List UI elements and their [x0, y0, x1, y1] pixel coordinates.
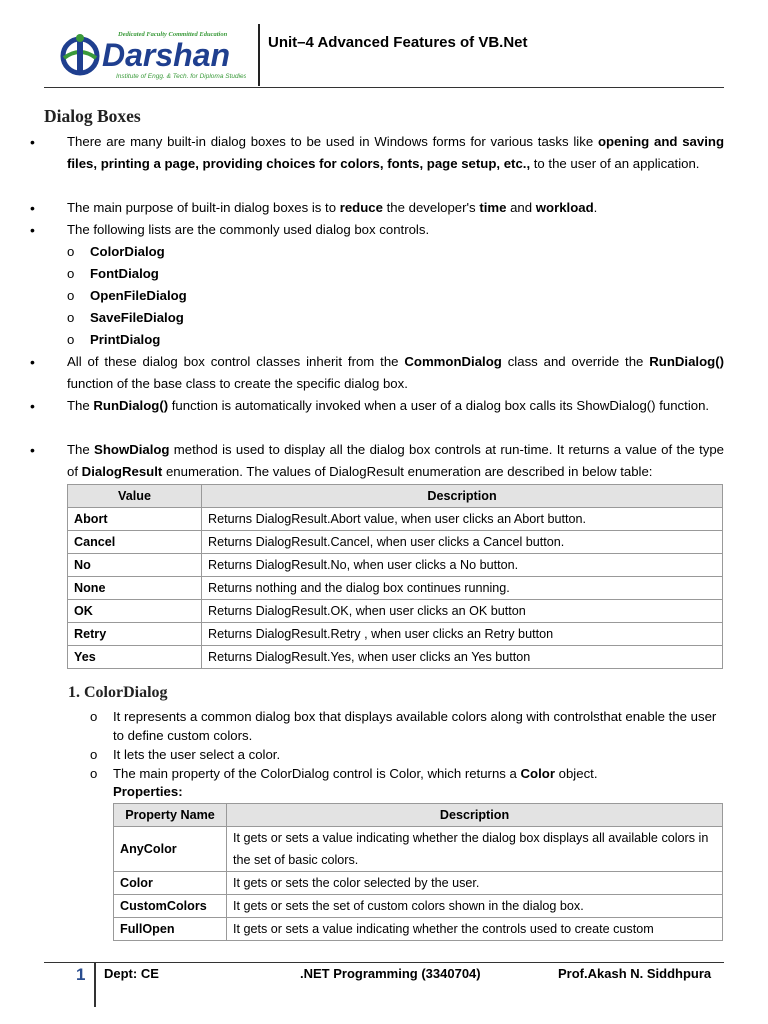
- table-row: OK Returns DialogResult.OK, when user clicks an OK button: [68, 600, 723, 623]
- list-item: o PrintDialog: [67, 332, 161, 347]
- list-item: o It represents a common dialog box that displays available colors along with controlsthat enable the user to define custom colors.: [90, 709, 717, 743]
- table-header-row: [114, 804, 723, 827]
- color-dialog-heading: 1. ColorDialog: [68, 684, 168, 701]
- logo-emblem-icon: [56, 28, 246, 84]
- bullet-glyph: •: [30, 134, 35, 150]
- bullet-item: • There are many built-in dialog boxes to be used in Windows forms for various tasks like opening and saving files, printing a page, providing choices for colors, fonts, page setup, etc., to the user of an application.: [30, 131, 724, 175]
- bullet-glyph: •: [30, 222, 35, 238]
- list-item: o SaveFileDialog: [67, 310, 184, 325]
- table-row: Retry Returns DialogResult.Retry , when user clicks an Retry button: [68, 623, 723, 646]
- footer-dept: Dept: CE: [104, 966, 159, 981]
- color-dialog-properties-table: [113, 803, 723, 941]
- page-number: 1: [76, 965, 86, 984]
- table-row: CustomColors It gets or sets the set of custom colors shown in the dialog box.: [114, 895, 723, 918]
- logo-subtitle: Institute of Engg. & Tech. for Diploma Studies: [116, 73, 246, 80]
- bullet-item: • All of these dialog box control classes inherit from the CommonDialog class and override the RunDialog() function of the base class to create the specific dialog box.: [30, 351, 724, 395]
- list-item: o It lets the user select a color.: [90, 747, 281, 762]
- list-item: o ColorDialog: [67, 244, 165, 259]
- footer-author: Prof.Akash N. Siddhpura: [558, 966, 712, 981]
- header-rule: [44, 87, 724, 88]
- table-row: Color It gets or sets the color selected by the user.: [114, 872, 723, 895]
- bullet-item: • The RunDialog() function is automatically invoked when a user of a dialog box calls its ShowDialog() function.: [30, 395, 724, 417]
- bullet-glyph: •: [30, 200, 35, 216]
- unit-title: Unit–4 Advanced Features of VB.Net: [268, 34, 528, 51]
- bullet-item: • The following lists are the commonly used dialog box controls.: [30, 219, 724, 241]
- table-header-cell: Description: [202, 485, 723, 508]
- table-header-cell: Description: [227, 804, 723, 827]
- bullet-glyph: •: [30, 442, 35, 458]
- bullet-item: • The main purpose of built-in dialog boxes is to reduce the developer's time and workload.: [30, 197, 724, 219]
- footer-divider: [94, 963, 96, 1007]
- footer-course: .NET Programming (3340704): [300, 966, 481, 981]
- bullet-glyph: •: [30, 398, 35, 414]
- table-row: None Returns nothing and the dialog box continues running.: [68, 577, 723, 600]
- table-row: FullOpen It gets or sets a value indicating whether the controls used to create custom: [114, 918, 723, 941]
- list-item: o The main property of the ColorDialog control is Color, which returns a Color object.: [90, 766, 598, 781]
- list-item: o OpenFileDialog: [67, 288, 187, 303]
- table-row: Cancel Returns DialogResult.Cancel, when user clicks a Cancel button.: [68, 531, 723, 554]
- bullet-glyph: •: [30, 354, 35, 370]
- logo-tagline: Dedicated Faculty Committed Education: [118, 31, 228, 38]
- table-row: AnyColor It gets or sets a value indicating whether the dialog box displays all available colors in the set of basic colors.: [114, 827, 723, 872]
- properties-label: Properties:: [113, 784, 183, 799]
- section-title: Dialog Boxes: [44, 106, 141, 126]
- dialog-result-table: [67, 484, 723, 669]
- footer-rule: [44, 962, 724, 963]
- logo-name: Darshan: [102, 37, 231, 73]
- table-header-cell: Property Name: [114, 804, 227, 827]
- bullet-item: • The ShowDialog method is used to display all the dialog box controls at run-time. It returns a value of the type of DialogResult enumeration. The values of DialogResult enumeration are described in below table:: [30, 439, 724, 483]
- table-header-row: [68, 485, 723, 508]
- table-row: No Returns DialogResult.No, when user clicks a No button.: [68, 554, 723, 577]
- darshan-logo: [56, 28, 246, 84]
- list-item: o FontDialog: [67, 266, 159, 281]
- table-row: Yes Returns DialogResult.Yes, when user clicks an Yes button: [68, 646, 723, 669]
- table-header-cell: Value: [68, 485, 202, 508]
- header-divider: [258, 24, 260, 86]
- table-row: Abort Returns DialogResult.Abort value, when user clicks an Abort button.: [68, 508, 723, 531]
